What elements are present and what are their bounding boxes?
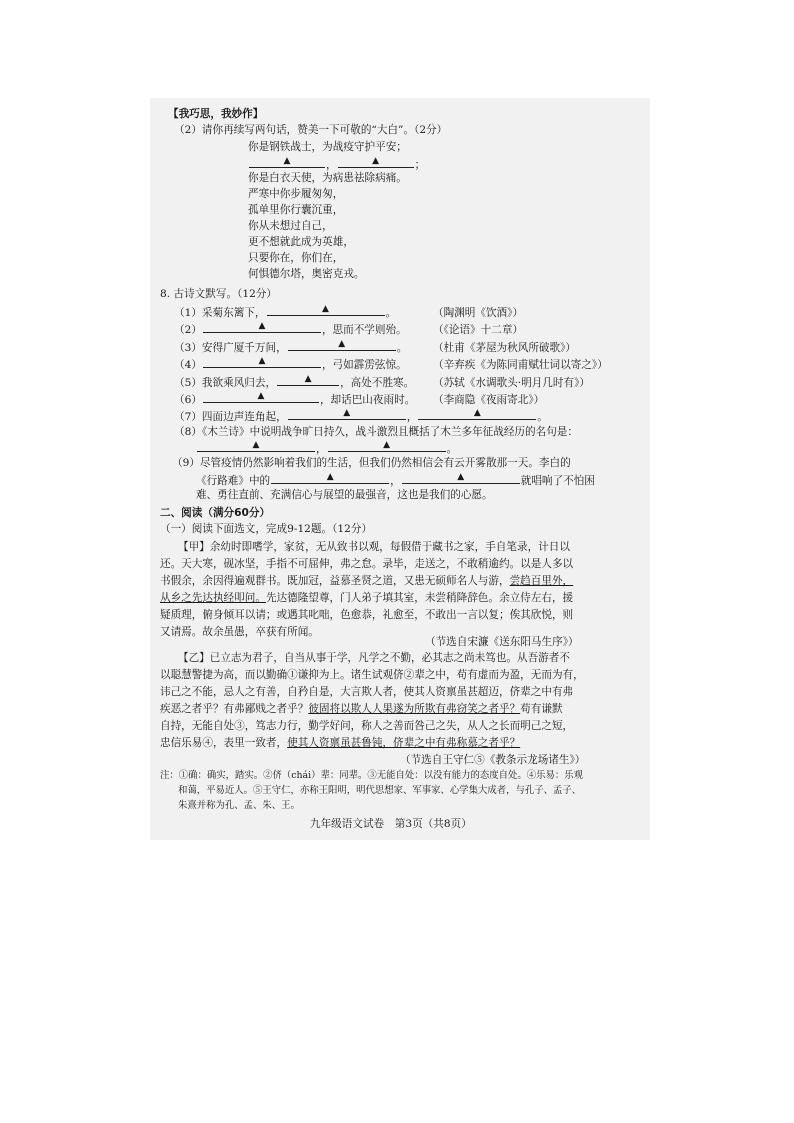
recite-source-2: （《论语》十二章） bbox=[433, 324, 524, 336]
answer-blank[interactable]: ▲ bbox=[277, 375, 339, 386]
recite-item-9-answer: 《行路难》中的 ▲ ， ▲ 就唱响了不怕困 bbox=[196, 472, 595, 487]
poem-line-8: 只要你在，你们在， bbox=[248, 252, 344, 264]
passage-yi-source: （节选自王守仁⑤《教条示龙场诸生》） bbox=[400, 754, 586, 766]
passage-jia-line: 还。天大寒，砚冰坚，手指不可屈伸，弗之怠。录毕，走送之，不敢稍逾约。以是人多以 bbox=[160, 558, 574, 570]
reading-heading: 二、阅读（满分60分） bbox=[160, 507, 271, 519]
underlined-sentence: 使其人资禀虽甚鲁钝，侪辈之中有弗称慕之者乎？ bbox=[287, 737, 521, 749]
page-footer: 九年级语文试卷 第3页（共8页） bbox=[310, 818, 472, 830]
section-heading: 【我巧思，我妙作】 bbox=[168, 108, 264, 120]
recite-item-2: （2） ▲ ，思而不学则殆。 bbox=[174, 321, 407, 336]
poem-line-3: 你是白衣天使，为病患祛除病痛。 bbox=[248, 172, 407, 184]
recite-source-1: （陶渊明《饮酒》） bbox=[433, 307, 524, 319]
passage-yi-line: 讳己之不能，忌人之有善，自矜自是，大言欺人者，使其人资禀虽甚超迈，侪辈之中有弗 bbox=[160, 686, 574, 698]
recite-item-5: （5）我欲乘风归去， ▲ ，高处不胜寒。 bbox=[174, 374, 415, 389]
answer-blank[interactable]: ▲ bbox=[271, 473, 389, 484]
recite-item-6: （6） ▲ ，却话巴山夜雨时。 bbox=[174, 391, 416, 406]
poem-line-7: 更不想就此成为英雄， bbox=[248, 236, 354, 248]
poem-line-9: 何惧德尔塔，奥密克戎。 bbox=[248, 268, 365, 280]
recite-item-7: （7）四面边声连角起， ▲ ， ▲ 。 bbox=[174, 408, 548, 423]
recite-item-1: （1）采菊东篱下， ▲ 。 bbox=[174, 304, 397, 319]
answer-blank[interactable]: ▲ bbox=[402, 473, 520, 484]
recite-source-6: （李商隐《夜雨寄北》） bbox=[433, 394, 545, 406]
poem-line-4: 严寒中你步履匆匆， bbox=[248, 188, 344, 200]
passage-jia-line: 又请焉。故余虽愚，卒获有所闻。 bbox=[160, 626, 319, 638]
recite-source-3: （杜甫《茅屋为秋风所破歌》） bbox=[433, 342, 577, 354]
answer-blank[interactable]: ▲ bbox=[328, 441, 446, 452]
answer-blank[interactable]: ▲ bbox=[288, 340, 396, 351]
answer-blank[interactable]: ▲ bbox=[418, 409, 536, 420]
question-8-heading: 8. 古诗文默写。（12分） bbox=[160, 288, 277, 300]
poem-line-5: 孤单里你行囊沉重， bbox=[248, 204, 344, 216]
passage-jia-source: （节选自宋濂《送东阳马生序》） bbox=[425, 636, 579, 648]
passage-yi-line: 自持，无能自处③，笃志力行，勤学好问，称人之善而咎己之失，从人之长而明己之短， bbox=[160, 720, 574, 732]
passage-jia-line: 【甲】余幼时即嗜学，家贫，无从致书以观，每假借于藏书之家，手自笔录，计日以 bbox=[178, 541, 570, 553]
recite-item-8: （8）《木兰诗》中说明战争旷日持久，战斗激烈且概括了木兰多年征战经历的名句是： bbox=[174, 426, 578, 438]
footnote-line: 朱熹并称为孔、孟、朱、王。 bbox=[178, 800, 300, 811]
recite-source-5: （苏轼《水调歌头·明月几时有》） bbox=[433, 377, 590, 389]
recite-source-4: （辛弃疾《为陈同甫赋壮词以寄之》） bbox=[433, 359, 608, 371]
passage-yi-line: 忠信乐易④，表里一致者，使其人资禀虽甚鲁钝，侪辈之中有弗称慕之者乎？ bbox=[160, 737, 521, 749]
footnote-line: 注：①确：确实，踏实。②侪（chái）辈：同辈。③无能自处：以没有能力的态度自处。④乐易：乐观 bbox=[160, 770, 584, 781]
recite-item-9: （9）尽管疫情仍然影响着我们的生活，但我们仍然相信会有云开雾散那一天。李白的 bbox=[172, 457, 571, 469]
passage-yi-line: 【乙】已立志为君子，自当从事于学，凡学之不勤，必其志之尚未笃也。从吾游者不 bbox=[178, 652, 570, 664]
footnote-line: 和蔼，平易近人。⑤王守仁，亦称王阳明，明代思想家、军事家、心学集大成者，与孔子、孟子、 bbox=[178, 785, 582, 796]
underlined-sentence: 尝趋百里外， bbox=[509, 575, 574, 587]
answer-blank[interactable]: ▲ bbox=[267, 305, 385, 316]
poem-answer-line: ▲ ， ▲ ； bbox=[248, 157, 425, 172]
passage-jia-line: 书假余，余因得遍观群书。既加冠，益慕圣贤之道，又患无硕师名人与游，尝趋百里外， bbox=[160, 575, 574, 587]
recite-item-3: （3）安得广厦千万间， ▲ 。 bbox=[174, 339, 408, 354]
passage-jia-line: 疑质理，俯身倾耳以请；或遇其叱咄，色愈恭，礼愈至，不敢出一言以复；俟其欣悦，则 bbox=[160, 609, 574, 621]
underlined-sentence: 彼固将以欺人人果遂为所欺有弗窃笑之者乎？ bbox=[308, 703, 521, 715]
recite-item-4: （4） ▲ ，弓如霹雳弦惊。 bbox=[174, 356, 407, 371]
passage-yi-line: 以聪慧警捷为高，而以勤确①谦抑为上。诸生试观侪②辈之中，苟有虚而为盈，无而为有， bbox=[160, 669, 584, 681]
poem-line-6: 你从未想过自己， bbox=[248, 220, 333, 232]
answer-blank[interactable]: ▲ bbox=[288, 409, 406, 420]
answer-blank[interactable]: ▲ bbox=[203, 322, 321, 333]
answer-blank[interactable]: ▲ bbox=[338, 157, 414, 168]
reading-sub-heading: （一）阅读下面选文，完成9-12题。（12分） bbox=[160, 523, 373, 535]
underlined-sentence: 从乡之先达执经叩问。 bbox=[160, 592, 266, 604]
answer-blank[interactable]: ▲ bbox=[197, 441, 315, 452]
passage-jia-line: 从乡之先达执经叩问。先达德隆望尊，门人弟子填其室，未尝稍降辞色。余立侍左右，援 bbox=[160, 592, 574, 604]
passage-yi-line: 疾恶之者乎？有弗鄙贱之者乎？彼固将以欺人人果遂为所欺有弗窃笑之者乎？苟有谦默 bbox=[160, 703, 563, 715]
recite-item-8-answer: ▲ ， ▲ 。 bbox=[196, 441, 457, 456]
poem-line-1: 你是钢铁战士，为战疫守护平安； bbox=[248, 141, 407, 153]
answer-blank[interactable]: ▲ bbox=[203, 357, 321, 368]
question-2: （2）请你再续写两句话，赞美一下可敬的“大白”。（2分） bbox=[174, 124, 448, 136]
answer-blank[interactable]: ▲ bbox=[249, 157, 325, 168]
recite-item-9-tail: 难、勇往直前、充满信心与展望的最强音，这也是我们的心愿。 bbox=[196, 489, 493, 501]
answer-blank[interactable]: ▲ bbox=[203, 392, 319, 403]
